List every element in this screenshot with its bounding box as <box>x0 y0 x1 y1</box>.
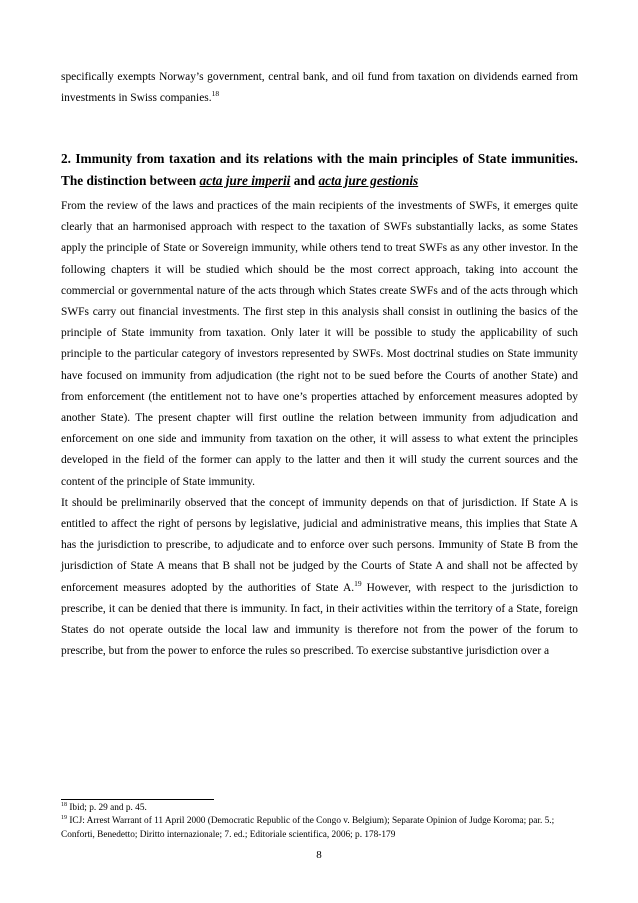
paragraph-2 <box>61 493 578 663</box>
footnotes <box>61 802 581 842</box>
heading-term-imperii: acta jure imperii <box>199 172 291 188</box>
footnote-ref-18: 18 <box>211 89 220 99</box>
footnote-text: ICJ: Arrest Warrant of 11 April 2000 (Democratic Republic of the Congo v. Belgium); Separate Opinion of Judge Koroma; par. 5.; Conforti, Benedetto; Diritto internazionale; 7. ed.; Editoriale scientifica, 2006; p. 178-179 <box>61 816 555 840</box>
intro-paragraph <box>61 67 578 109</box>
footnote-text: Ibid; p. 29 and p. 45. <box>67 803 147 813</box>
intro-text-line <box>61 67 578 109</box>
heading-term-gestionis: acta jure gestionis <box>318 172 419 188</box>
heading-prefix: 2. Immunity from taxation and its relations with the main principles of State immunities. The distinction between <box>61 151 578 188</box>
paragraph-2-before: It should be preliminarily observed that the concept of immunity depends on that of jurisdiction. If State A is entitled to affect the right of persons by legislative, judicial and administrative means, this implies that State A has the jurisdiction to prescribe, to adjudicate and to enforce over such persons. Immunity of State B from the jurisdiction of State A means that B shall not be judged by the Courts of State A and shall not be affected by enforcement measures adopted by the authorities of State A. <box>61 496 578 594</box>
page-number: 8 <box>316 849 322 861</box>
footnote-number: 18 <box>61 802 67 808</box>
footnote-19 <box>61 815 581 842</box>
main-body <box>61 196 578 662</box>
footnote-18 <box>61 802 581 815</box>
heading-connector: and <box>290 172 319 188</box>
footnote-ref-19: 19 <box>354 578 362 588</box>
footnote-number: 19 <box>61 815 67 822</box>
paragraph-2-after: However, with respect to the jurisdiction to prescribe, it can be denied that there is immunity. In fact, in their activities within the territory of a State, foreign States do not operate outside the local law and immunity is therefore not from the power of the forum to prescribe, but from the power to enforce the rules so prescribed. To exercise substantive jurisdiction over a <box>61 581 578 658</box>
section-heading <box>61 148 578 191</box>
paragraph-1: From the review of the laws and practices of the main recipients of the investments of SWFs, it emerges quite clearly that an harmonised approach with respect to the taxation of SWFs substantially lacks, as some States apply the principle of State or Sovereign immunity, while others tend to treat SWFs as any other investor. In the following chapters it will be studied which should be the most correct approach, taking into account the commercial or governmental nature of the acts through which States create SWFs and of the acts through which SWFs carry out financial investments. The first step in this analysis shall consist in outlining the basics of the principle of State immunity from taxation. Only later it will be possible to study the applicability of such principle to the particular category of investors represented by SWFs. Most doctrinal studies on State immunity have focused on immunity from adjudication (the right not to be sued before the Courts of another State) and from enforcement (the entitlement not to have one’s properties attached by enforcement measures adopted by another State). The present chapter will first outline the relation between immunity from adjudication and enforcement on one side and immunity from taxation on the other, it will assess to what extent the principles developed in the field of the former can apply to the latter and then it will study the current sources and the content of the principle of State immunity. <box>61 200 578 488</box>
footnote-divider <box>61 799 214 800</box>
intro-text: specifically exempts Norway’s government, central bank, and oil fund from taxation on dividends earned from investments in Swiss companies. <box>61 71 578 105</box>
